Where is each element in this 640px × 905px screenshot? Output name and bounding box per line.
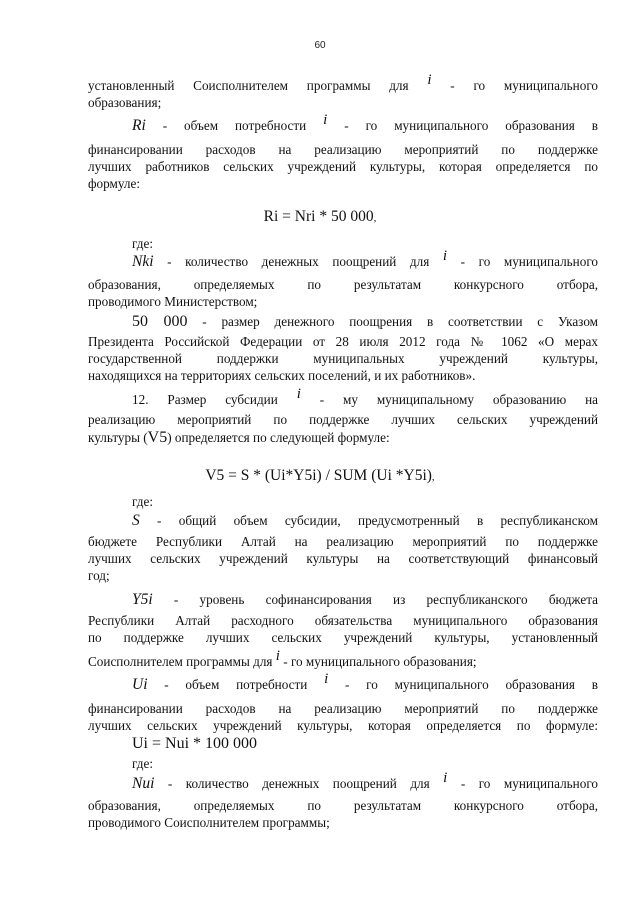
formula-tail: , xyxy=(431,471,435,483)
text: Соисполнителем программы для xyxy=(88,654,276,669)
formula-text: V5 = S * (Ui*Y5i) / SUM (Ui *Y5i) xyxy=(205,467,432,484)
text-line: лучших сельских учреждений культуры, которая определяется по формуле: xyxy=(88,718,598,733)
where-label: где: xyxy=(132,236,153,251)
text-line xyxy=(88,648,598,670)
i-index-symbol: i xyxy=(442,248,448,264)
formula-ri xyxy=(0,208,640,226)
text: - объем потребности xyxy=(147,677,325,692)
variable-nki: Nki xyxy=(132,253,154,270)
variable-y5i: Y5i xyxy=(132,591,153,608)
definition-nki xyxy=(132,248,598,270)
text: - му муниципальному образованию на xyxy=(300,392,598,407)
i-index-symbol: i xyxy=(427,72,432,88)
text-line: государственной поддержки муниципальных учреждений культуры, xyxy=(88,351,598,366)
text: - количество денежных поощрений для xyxy=(154,776,444,791)
text: - уровень софинансирования из республиканского бюджета xyxy=(152,592,598,607)
definition-y5i xyxy=(132,592,598,608)
text: - объем потребности xyxy=(145,118,324,133)
i-index-symbol: i xyxy=(324,671,329,687)
text-line: лучших сельских учреждений культуры на соответствующий финансовый xyxy=(88,551,598,566)
text: - размер денежного поощрения в соответствии с Указом xyxy=(187,314,599,329)
variable-nui: Nui xyxy=(132,775,155,792)
where-label: где: xyxy=(132,494,153,509)
text: 12. Размер субсидии xyxy=(132,392,297,407)
text: - го муниципального образования в xyxy=(327,118,598,133)
i-index-symbol: i xyxy=(275,648,280,664)
definition-nui xyxy=(132,770,598,792)
formula-v5 xyxy=(0,467,640,485)
formula-text: Ri = Nri * 50 000 xyxy=(263,208,374,225)
text: - количество денежных поощрений для xyxy=(153,254,443,269)
text-line: Республики Алтай расходного обязательства муниципального образования xyxy=(88,613,598,628)
formula-ui: Ui = Nui * 100 000 xyxy=(132,735,258,752)
text-line: реализацию мероприятий по поддержке лучших сельских учреждений xyxy=(88,412,598,427)
variable-50000: 50 000 xyxy=(132,313,188,330)
definition-ui xyxy=(132,671,598,693)
paragraph-12 xyxy=(132,386,598,408)
text-line: образования; xyxy=(88,95,162,110)
text: установленный Соисполнителем программы для xyxy=(88,78,428,93)
text: - го муниципального образования; xyxy=(279,654,477,669)
text: - го муниципального xyxy=(447,776,598,791)
definition-s xyxy=(132,513,598,529)
text: культуры ( xyxy=(88,430,148,445)
text-line: проводимого Соисполнителем программы; xyxy=(88,815,330,830)
text-line: финансировании расходов на реализацию мероприятий по поддержке xyxy=(88,701,598,716)
text-line: год; xyxy=(88,568,110,583)
text: - общий объем субсидии, предусмотренный в республиканском xyxy=(139,513,598,528)
text-line: находящихся на территориях сельских поселений, и их работников». xyxy=(88,368,476,383)
text-line: лучших работников сельских учреждений культуры, которая определяется по xyxy=(88,159,598,174)
text-line: образования, определяемых по результатам конкурсного отбора, xyxy=(88,277,598,292)
text-line: бюджете Республики Алтай на реализацию мероприятий по поддержке xyxy=(88,534,598,549)
formula-tail: , xyxy=(373,212,377,224)
text-line: Президента Российской Федерации от 28 июля 2012 года № 1062 «О мерах xyxy=(88,334,598,349)
text: ) определяется по следующей формуле: xyxy=(167,430,390,445)
text: - го муниципального xyxy=(431,78,598,93)
definition-ri xyxy=(132,112,598,134)
variable-s: S xyxy=(132,512,140,529)
definition-50000 xyxy=(132,314,598,330)
variable-v5: V5 xyxy=(147,429,168,446)
text: - го муниципального xyxy=(447,254,598,269)
where-label: где: xyxy=(132,756,153,771)
variable-ri: Ri xyxy=(132,117,146,134)
i-index-symbol: i xyxy=(296,386,301,402)
text-line: формуле: xyxy=(88,176,140,191)
text-line: образования, определяемых по результатам конкурсного отбора, xyxy=(88,798,598,813)
i-index-symbol: i xyxy=(443,770,448,786)
variable-ui: Ui xyxy=(132,676,148,693)
text-line: проводимого Министерством; xyxy=(88,294,258,309)
i-index-symbol: i xyxy=(323,112,328,128)
text-line xyxy=(88,72,598,94)
text-line xyxy=(88,430,598,446)
page-number: 60 xyxy=(314,40,326,51)
text-line: по поддержке лучших сельских учреждений культуры, установленный xyxy=(88,630,598,645)
text-line: финансировании расходов на реализацию мероприятий по поддержке xyxy=(88,142,598,157)
text: - го муниципального образования в xyxy=(328,677,598,692)
